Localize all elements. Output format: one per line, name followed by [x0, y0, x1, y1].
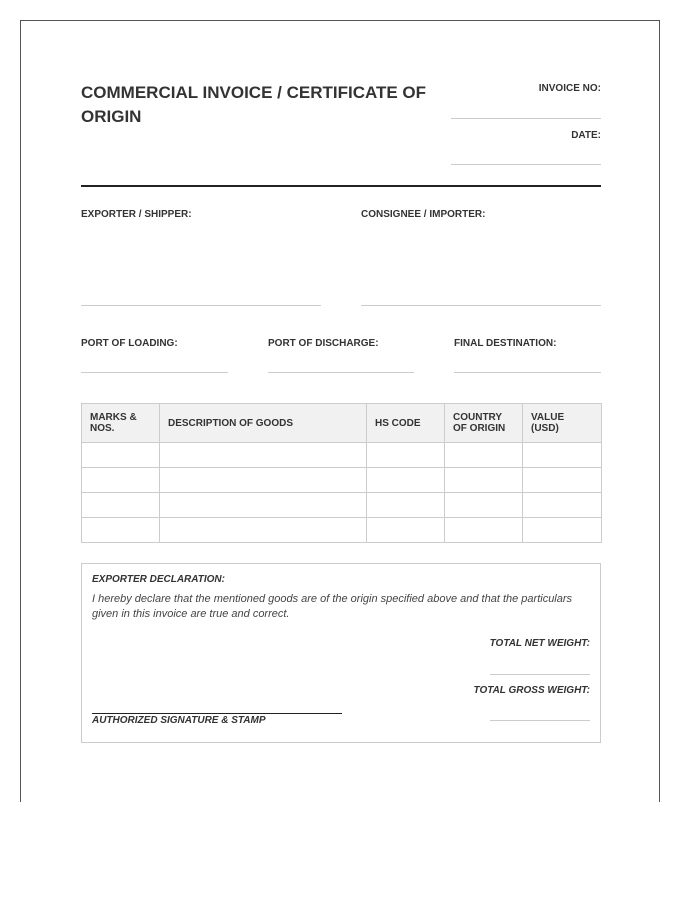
invoice-page — [20, 20, 660, 802]
table-cell[interactable] — [445, 443, 523, 468]
column-header-value: VALUE (USD) — [523, 404, 602, 443]
invoice-no-field[interactable] — [451, 118, 601, 119]
table-cell[interactable] — [367, 493, 445, 518]
table-row — [82, 443, 602, 468]
exporter-field[interactable] — [81, 305, 321, 306]
table-cell[interactable] — [367, 468, 445, 493]
port-of-loading-field[interactable] — [81, 372, 228, 373]
final-destination-field[interactable] — [454, 372, 601, 373]
table-cell[interactable] — [160, 443, 367, 468]
consignee-label: CONSIGNEE / IMPORTER: — [361, 209, 486, 220]
table-row — [82, 493, 602, 518]
exporter-declaration-box — [81, 563, 601, 743]
table-cell[interactable] — [160, 518, 367, 543]
table-row — [82, 468, 602, 493]
date-field[interactable] — [451, 164, 601, 165]
port-of-discharge-label: PORT OF DISCHARGE: — [268, 338, 379, 349]
goods-table — [81, 403, 602, 543]
page-title: COMMERCIAL INVOICE / CERTIFICATE OF ORIGIN — [81, 83, 427, 126]
table-header-row — [82, 404, 602, 443]
table-cell[interactable] — [367, 518, 445, 543]
table-cell[interactable] — [523, 518, 602, 543]
table-cell[interactable] — [160, 468, 367, 493]
signature-line[interactable] — [92, 713, 342, 714]
column-header-description: DESCRIPTION OF GOODS — [160, 404, 367, 443]
date-label: DATE: — [571, 130, 601, 141]
total-net-weight-field[interactable] — [490, 674, 590, 675]
header-divider — [81, 185, 601, 187]
column-header-hs-code: HS CODE — [367, 404, 445, 443]
table-row — [82, 518, 602, 543]
consignee-field[interactable] — [361, 305, 601, 306]
declaration-text: I hereby declare that the mentioned goods are of the origin specified above and that the particulars given in this invoice are true and correct. — [92, 593, 573, 620]
total-net-weight-label: TOTAL NET WEIGHT: — [489, 638, 590, 649]
table-cell[interactable] — [445, 518, 523, 543]
table-cell[interactable] — [82, 493, 160, 518]
table-cell[interactable] — [445, 493, 523, 518]
exporter-label: EXPORTER / SHIPPER: — [81, 209, 192, 220]
column-header-country-of-origin: COUNTRY OF ORIGIN — [445, 404, 523, 443]
table-cell[interactable] — [523, 493, 602, 518]
table-cell[interactable] — [160, 493, 367, 518]
table-cell[interactable] — [82, 443, 160, 468]
table-cell[interactable] — [367, 443, 445, 468]
total-gross-weight-label: TOTAL GROSS WEIGHT: — [473, 685, 590, 696]
total-gross-weight-field[interactable] — [490, 720, 590, 721]
final-destination-label: FINAL DESTINATION: — [454, 338, 557, 349]
table-cell[interactable] — [523, 468, 602, 493]
declaration-title: EXPORTER DECLARATION: — [92, 574, 225, 585]
table-cell[interactable] — [523, 443, 602, 468]
table-cell[interactable] — [82, 468, 160, 493]
table-cell[interactable] — [82, 518, 160, 543]
signature-label: AUTHORIZED SIGNATURE & STAMP — [92, 715, 266, 726]
invoice-no-label: INVOICE NO: — [538, 83, 601, 94]
table-cell[interactable] — [445, 468, 523, 493]
port-of-discharge-field[interactable] — [268, 372, 414, 373]
port-of-loading-label: PORT OF LOADING: — [81, 338, 178, 349]
column-header-marks: MARKS & NOS. — [82, 404, 160, 443]
